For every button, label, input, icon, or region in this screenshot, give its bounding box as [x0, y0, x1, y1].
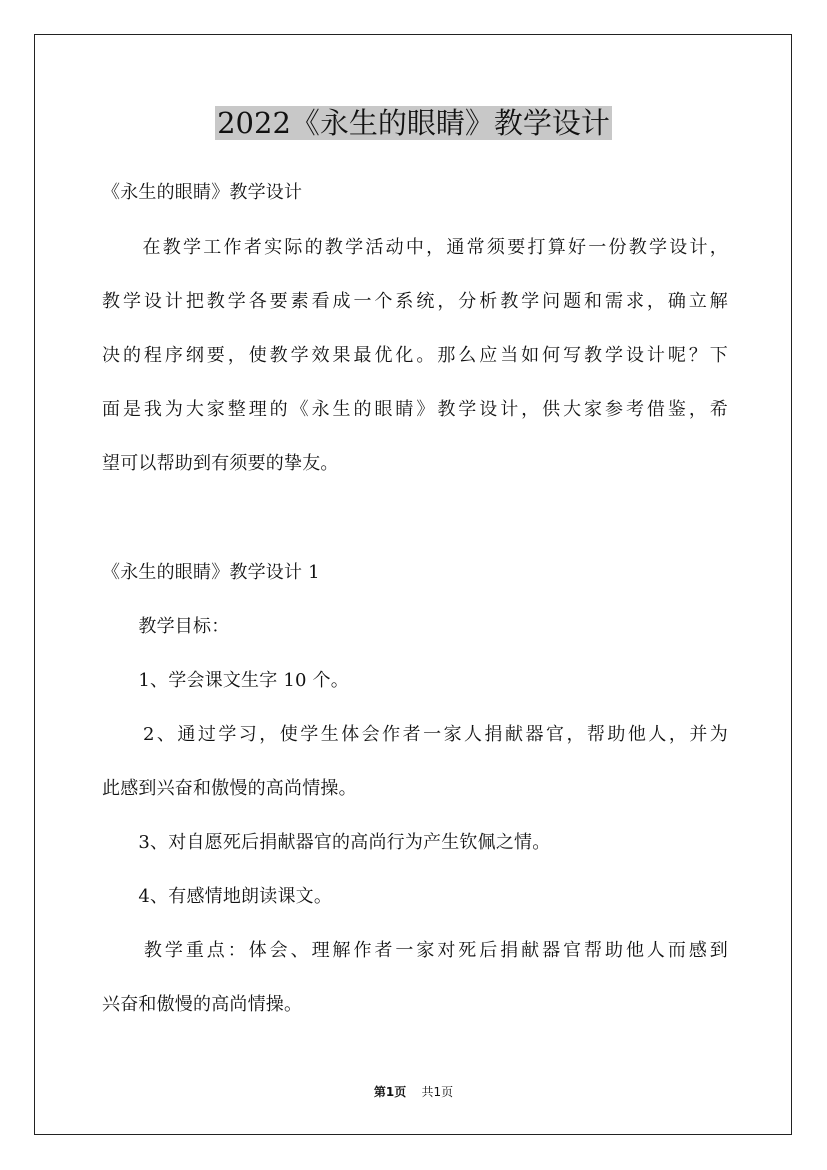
body-line: 此感到兴奋和傲慢的高尚情操。: [102, 778, 357, 799]
document-subtitle: 《永生的眼睛》教学设计: [102, 182, 303, 203]
section-heading: 《永生的眼睛》教学设计 1: [102, 562, 320, 583]
page-number: 第1页: [373, 1085, 407, 1099]
intro-line: 教学设计把教学各要素看成一个系统，分析教学问题和需求，确立解: [102, 291, 728, 312]
intro-line: 面是我为大家整理的《永生的眼睛》教学设计，供大家参考借鉴，希: [102, 399, 728, 420]
intro-line: 决的程序纲要，使教学效果最优化。那么应当如何写教学设计呢？下: [102, 345, 728, 366]
body-line: 3、对自愿死后捐献器官的高尚行为产生钦佩之情。: [102, 832, 551, 853]
page-total: 共1页: [421, 1085, 454, 1099]
body-line: 教学重点：体会、理解作者一家对死后捐献器官帮助他人而感到: [102, 940, 728, 961]
body-line: 4、有感情地朗读课文。: [102, 886, 333, 907]
intro-line: 在教学工作者实际的教学活动中，通常须要打算好一份教学设计，: [102, 237, 728, 258]
intro-line: 望可以帮助到有须要的挚友。: [102, 453, 339, 474]
body-line: 2、通过学习，使学生体会作者一家人捐献器官，帮助他人，并为: [102, 724, 728, 745]
page-footer: [0, 1084, 827, 1100]
body-line: 教学目标：: [102, 616, 230, 637]
document-title-text: 2022《永生的眼睛》教学设计: [217, 106, 610, 140]
body-line: 兴奋和傲慢的高尚情操。: [102, 994, 303, 1015]
body-line: 1、学会课文生字 10 个。: [102, 670, 349, 691]
document-title: [0, 100, 827, 146]
